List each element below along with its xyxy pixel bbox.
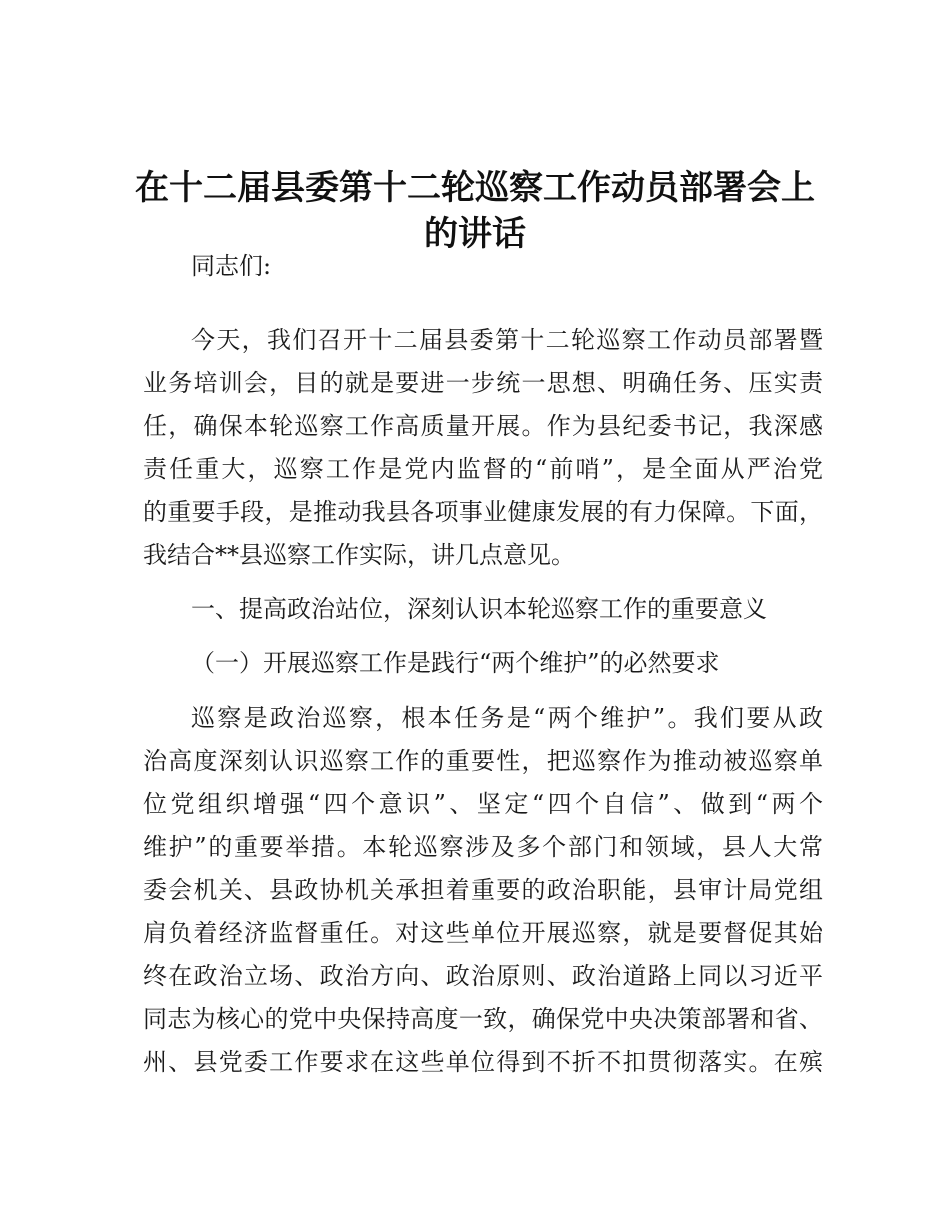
- document-title-line-1: 在十二届县委第十二轮巡察工作动员部署会上: [135, 168, 815, 208]
- salutation: [143, 245, 823, 288]
- paragraph-line: 州、县党委工作要求在这些单位得到不折不扣贯彻落实。在殡: [143, 1048, 823, 1076]
- paragraph-line: 我结合**县巡察工作实际，讲几点意见。: [143, 541, 575, 569]
- subsection-heading-text: （一）开展巡察工作是践行“两个维护”的必然要求: [191, 649, 720, 677]
- document-title-line-2: 的讲话: [424, 214, 526, 254]
- paragraph-line: 业务培训会，目的就是要进一步统一思想、明确任务、压实责: [143, 369, 823, 397]
- section-heading-1: [143, 588, 823, 631]
- paragraph-intro: [143, 319, 823, 577]
- paragraph-line: 巡察是政治巡察，根本任务是“两个维护”。我们要从政: [191, 704, 823, 732]
- subsection-heading-1: [143, 642, 823, 685]
- section-heading-text: 一、提高政治站位，深刻认识本轮巡察工作的重要意义: [191, 595, 767, 623]
- paragraph-line: 委会机关、县政协机关承担着重要的政治职能，县审计局党组: [143, 876, 823, 904]
- paragraph-line: 维护”的重要举措。本轮巡察涉及多个部门和领域，县人大常: [143, 833, 823, 861]
- paragraph-line: 肩负着经济监督重任。对这些单位开展巡察，就是要督促其始: [143, 919, 823, 947]
- paragraph-line: 同志为核心的党中央保持高度一致，确保党中央决策部署和省、: [143, 1005, 823, 1033]
- paragraph-line: 今天，我们召开十二届县委第十二轮巡察工作动员部署暨: [191, 326, 823, 354]
- paragraph-line: 任，确保本轮巡察工作高质量开展。作为县纪委书记，我深感: [143, 412, 823, 440]
- paragraph-line: 位党组织增强“四个意识”、坚定“四个自信”、做到“两个: [143, 790, 823, 818]
- paragraph-inspection: [143, 697, 823, 1084]
- salutation-text: 同志们:: [191, 252, 272, 280]
- paragraph-line: 终在政治立场、政治方向、政治原则、政治道路上同以习近平: [143, 962, 823, 990]
- paragraph-line: 的重要手段，是推动我县各项事业健康发展的有力保障。下面，: [143, 498, 823, 526]
- paragraph-line: 责任重大，巡察工作是党内监督的“前哨”，是全面从严治党: [143, 455, 823, 483]
- paragraph-line: 治高度深刻认识巡察工作的重要性，把巡察作为推动被巡察单: [143, 747, 823, 775]
